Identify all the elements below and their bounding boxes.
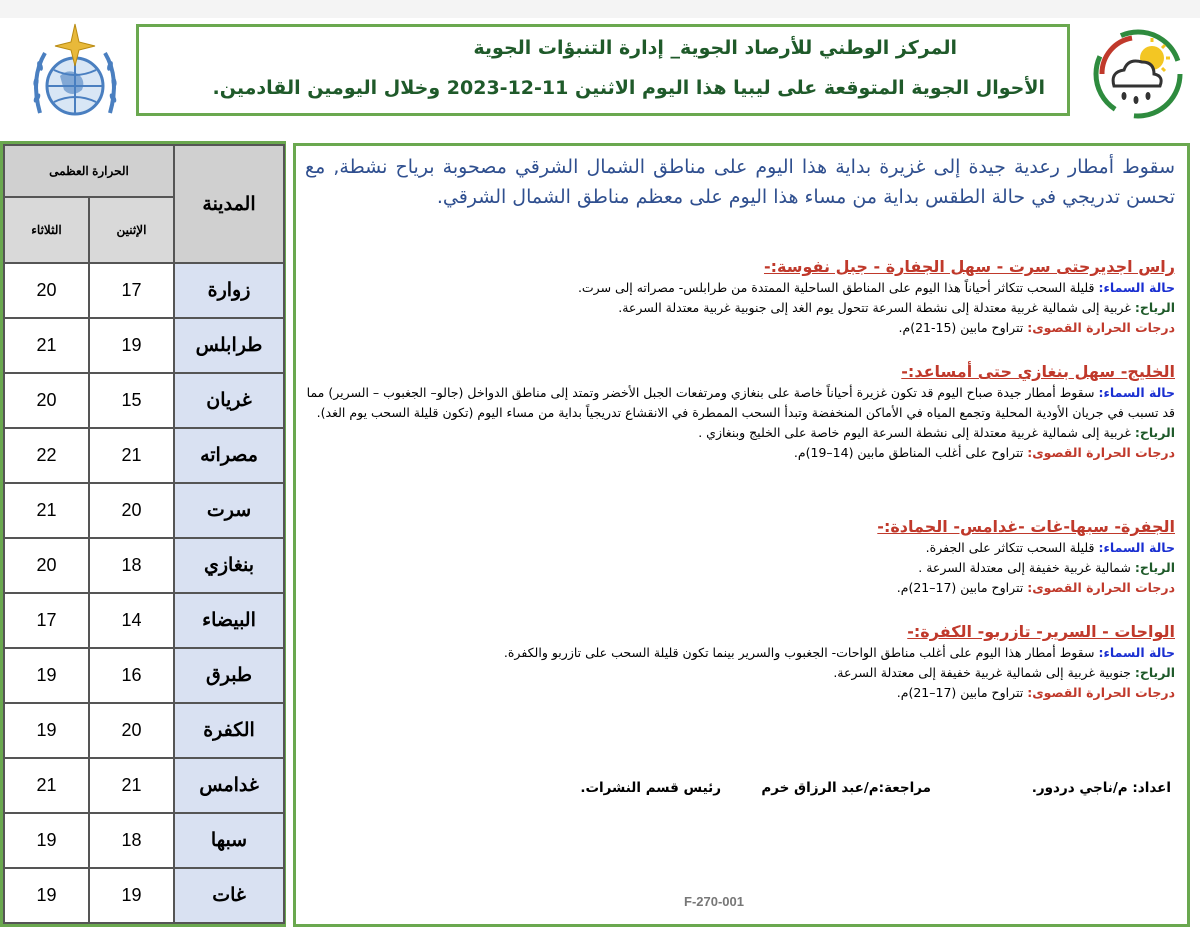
header-box bbox=[136, 24, 1070, 116]
tuesday-temp: 21 bbox=[4, 318, 89, 373]
monday-temp: 20 bbox=[89, 703, 174, 758]
table-row bbox=[4, 758, 284, 813]
monday-temp: 20 bbox=[89, 483, 174, 538]
tuesday-temp: 20 bbox=[4, 538, 89, 593]
monday-temp: 14 bbox=[89, 593, 174, 648]
max-temperature-text: تتراوح مابين (17–21)م. bbox=[896, 580, 1028, 595]
wind-condition-line bbox=[297, 663, 1175, 683]
monday-temp: 21 bbox=[89, 428, 174, 483]
table-row bbox=[4, 373, 284, 428]
tuesday-temp: 21 bbox=[4, 483, 89, 538]
header-title: المركز الوطني للأرصاد الجوية_ إدارة التنبؤات الجوية bbox=[473, 37, 957, 59]
city-name: مصراته bbox=[174, 428, 284, 483]
city-name: البيضاء bbox=[174, 593, 284, 648]
city-header: المدينة bbox=[174, 145, 284, 263]
wind-condition-label: الرياح: bbox=[1134, 300, 1175, 315]
monday-temp: 15 bbox=[89, 373, 174, 428]
wmo-logo-icon bbox=[20, 18, 130, 128]
max-temperature-line bbox=[297, 578, 1175, 598]
max-temperature-label: درجات الحرارة القصوى: bbox=[1027, 320, 1175, 335]
max-temperature-line bbox=[297, 318, 1175, 338]
sky-condition-text: سقوط أمطار جيدة صباح اليوم قد تكون غزيرة أحياناً خاصة على بنغازي ومرتفعات الجبل الأخضر وتمتد إلى مناطق الدواخل (جالو– الجغبوب – السرير) مما قد تسبب في جريان الأودية المحلية وتجمع المياه في الأماكن المنخفضة وتبدأ السحب الممطرة في الانقشاع تدريجياً بداية من مساء اليوم (تكون قليلة السحب يوم الغد). bbox=[306, 385, 1175, 420]
city-name: غدامس bbox=[174, 758, 284, 813]
ncm-logo-icon bbox=[1092, 28, 1184, 120]
temperature-rows bbox=[4, 263, 284, 923]
table-row bbox=[4, 483, 284, 538]
monday-temp: 18 bbox=[89, 813, 174, 868]
table-row bbox=[4, 318, 284, 373]
city-name: بنغازي bbox=[174, 538, 284, 593]
max-temperature-text: تتراوح مابين (17–21)م. bbox=[896, 685, 1028, 700]
signatures bbox=[301, 780, 1171, 804]
region-heading: راس اجديرحتى سرت - سهل الجفارة - جبل نفوسة:- bbox=[763, 257, 1175, 276]
tuesday-temp: 19 bbox=[4, 648, 89, 703]
table-row bbox=[4, 648, 284, 703]
wind-condition-text: غربية إلى شمالية غربية معتدلة إلى نشطة السرعة اليوم خاصة على الخليج وبنغازي . bbox=[698, 425, 1135, 440]
sky-condition-line bbox=[297, 643, 1175, 663]
sky-condition-label: حالة السماء: bbox=[1098, 645, 1175, 660]
region-heading: الواحات - السرير- تازربو- الكفرة:- bbox=[907, 622, 1175, 641]
city-name: غريان bbox=[174, 373, 284, 428]
sky-condition-text: قليلة السحب تتكاثر أحياناً هذا اليوم على المناطق الساحلية الممتدة من طرابلس- مصراته إلى سرت. bbox=[577, 280, 1099, 295]
monday-temp: 19 bbox=[89, 868, 174, 923]
wind-condition-line bbox=[297, 558, 1175, 578]
table-row bbox=[4, 263, 284, 318]
tuesday-temp: 20 bbox=[4, 373, 89, 428]
wind-condition-label: الرياح: bbox=[1134, 425, 1175, 440]
max-temperature-label: درجات الحرارة القصوى: bbox=[1027, 445, 1175, 460]
max-temperature-label: درجات الحرارة القصوى: bbox=[1027, 580, 1175, 595]
header-subtitle: الأحوال الجوية المتوقعة على ليبيا هذا اليوم الاثنين 11-12-2023 وخلال اليومين القادمين. bbox=[212, 77, 1045, 99]
monday-temp: 17 bbox=[89, 263, 174, 318]
table-row bbox=[4, 428, 284, 483]
city-name: زوارة bbox=[174, 263, 284, 318]
table-row bbox=[4, 868, 284, 923]
tuesday-temp: 19 bbox=[4, 703, 89, 758]
monday-temp: 16 bbox=[89, 648, 174, 703]
forecast-intro: سقوط أمطار رعدية جيدة إلى غزيرة بداية هذا اليوم على مناطق الشمال الشرقي مصحوبة برياح نشطة, مع تحسن تدريجي في حالة الطقس بداية من مساء هذا اليوم على معظم مناطق الشمال الشرقي. bbox=[305, 156, 1175, 208]
sky-condition-line bbox=[297, 538, 1175, 558]
monday-temp: 18 bbox=[89, 538, 174, 593]
sky-condition-label: حالة السماء: bbox=[1098, 385, 1175, 400]
prepared-by: اعداد: م/ناجي دردور. bbox=[1031, 780, 1171, 796]
table-row bbox=[4, 813, 284, 868]
city-name: غات bbox=[174, 868, 284, 923]
monday-temp: 21 bbox=[89, 758, 174, 813]
max-temp-header: الحرارة العظمى bbox=[4, 145, 174, 197]
wind-condition-text: غربية إلى شمالية غربية معتدلة إلى نشطة السرعة تتحول يوم الغد إلى جنوبية غربية معتدلة السرعة. bbox=[618, 300, 1135, 315]
sky-condition-label: حالة السماء: bbox=[1098, 540, 1175, 555]
sky-condition-text: سقوط أمطار هذا اليوم على أغلب مناطق الواحات- الجغبوب والسرير بينما تكون قليلة السحب على تازربو والكفرة. bbox=[503, 645, 1099, 660]
tuesday-temp: 19 bbox=[4, 813, 89, 868]
wind-condition-line bbox=[297, 423, 1175, 443]
forecast-region bbox=[297, 516, 1175, 598]
wind-condition-text: شمالية غربية خفيفة إلى معتدلة السرعة . bbox=[918, 560, 1135, 575]
forecast-region bbox=[297, 621, 1175, 703]
table-row bbox=[4, 703, 284, 758]
top-strip bbox=[0, 0, 1200, 18]
sky-condition-text: قليلة السحب تتكاثر على الجفرة. bbox=[925, 540, 1099, 555]
temperature-table bbox=[3, 144, 285, 924]
city-name: طبرق bbox=[174, 648, 284, 703]
reviewed-by: مراجعة:م/عبد الرزاق خرم bbox=[761, 780, 931, 796]
forecast-box bbox=[293, 143, 1190, 927]
tuesday-temp: 17 bbox=[4, 593, 89, 648]
wind-condition-text: جنوبية غربية إلى شمالية غربية خفيفة إلى معتدلة السرعة. bbox=[833, 665, 1135, 680]
tuesday-temp: 22 bbox=[4, 428, 89, 483]
city-name: طرابلس bbox=[174, 318, 284, 373]
table-row bbox=[4, 593, 284, 648]
tuesday-temp: 21 bbox=[4, 758, 89, 813]
table-row bbox=[4, 538, 284, 593]
monday-temp: 19 bbox=[89, 318, 174, 373]
tuesday-temp: 19 bbox=[4, 868, 89, 923]
wind-condition-label: الرياح: bbox=[1134, 560, 1175, 575]
city-name: سبها bbox=[174, 813, 284, 868]
sky-condition-label: حالة السماء: bbox=[1098, 280, 1175, 295]
tuesday-temp: 20 bbox=[4, 263, 89, 318]
temperature-table-frame bbox=[0, 141, 286, 927]
city-name: الكفرة bbox=[174, 703, 284, 758]
day-header-monday: الإثنين bbox=[89, 197, 174, 263]
max-temperature-text: تتراوح مابين (15-21)م. bbox=[898, 320, 1028, 335]
forecast-region bbox=[297, 256, 1175, 338]
max-temperature-label: درجات الحرارة القصوى: bbox=[1027, 685, 1175, 700]
wind-condition-line bbox=[297, 298, 1175, 318]
day-header-tuesday: الثلاثاء bbox=[4, 197, 89, 263]
region-heading: الخليج- سهل بنغازي حتى أمساعد:- bbox=[901, 362, 1175, 381]
wind-condition-label: الرياح: bbox=[1134, 665, 1175, 680]
region-heading: الجفرة- سبها-غات -غدامس- الحمادة:- bbox=[877, 517, 1175, 536]
max-temperature-line bbox=[297, 683, 1175, 703]
max-temperature-line bbox=[297, 443, 1175, 463]
max-temperature-text: تتراوح على أغلب المناطق مابين (14–19)م. bbox=[793, 445, 1028, 460]
sky-condition-line bbox=[297, 383, 1175, 423]
form-code: F-270-001 bbox=[684, 894, 744, 909]
department-head: رئيس قسم النشرات. bbox=[580, 780, 721, 796]
sky-condition-line bbox=[297, 278, 1175, 298]
city-name: سرت bbox=[174, 483, 284, 538]
forecast-region bbox=[297, 361, 1175, 463]
